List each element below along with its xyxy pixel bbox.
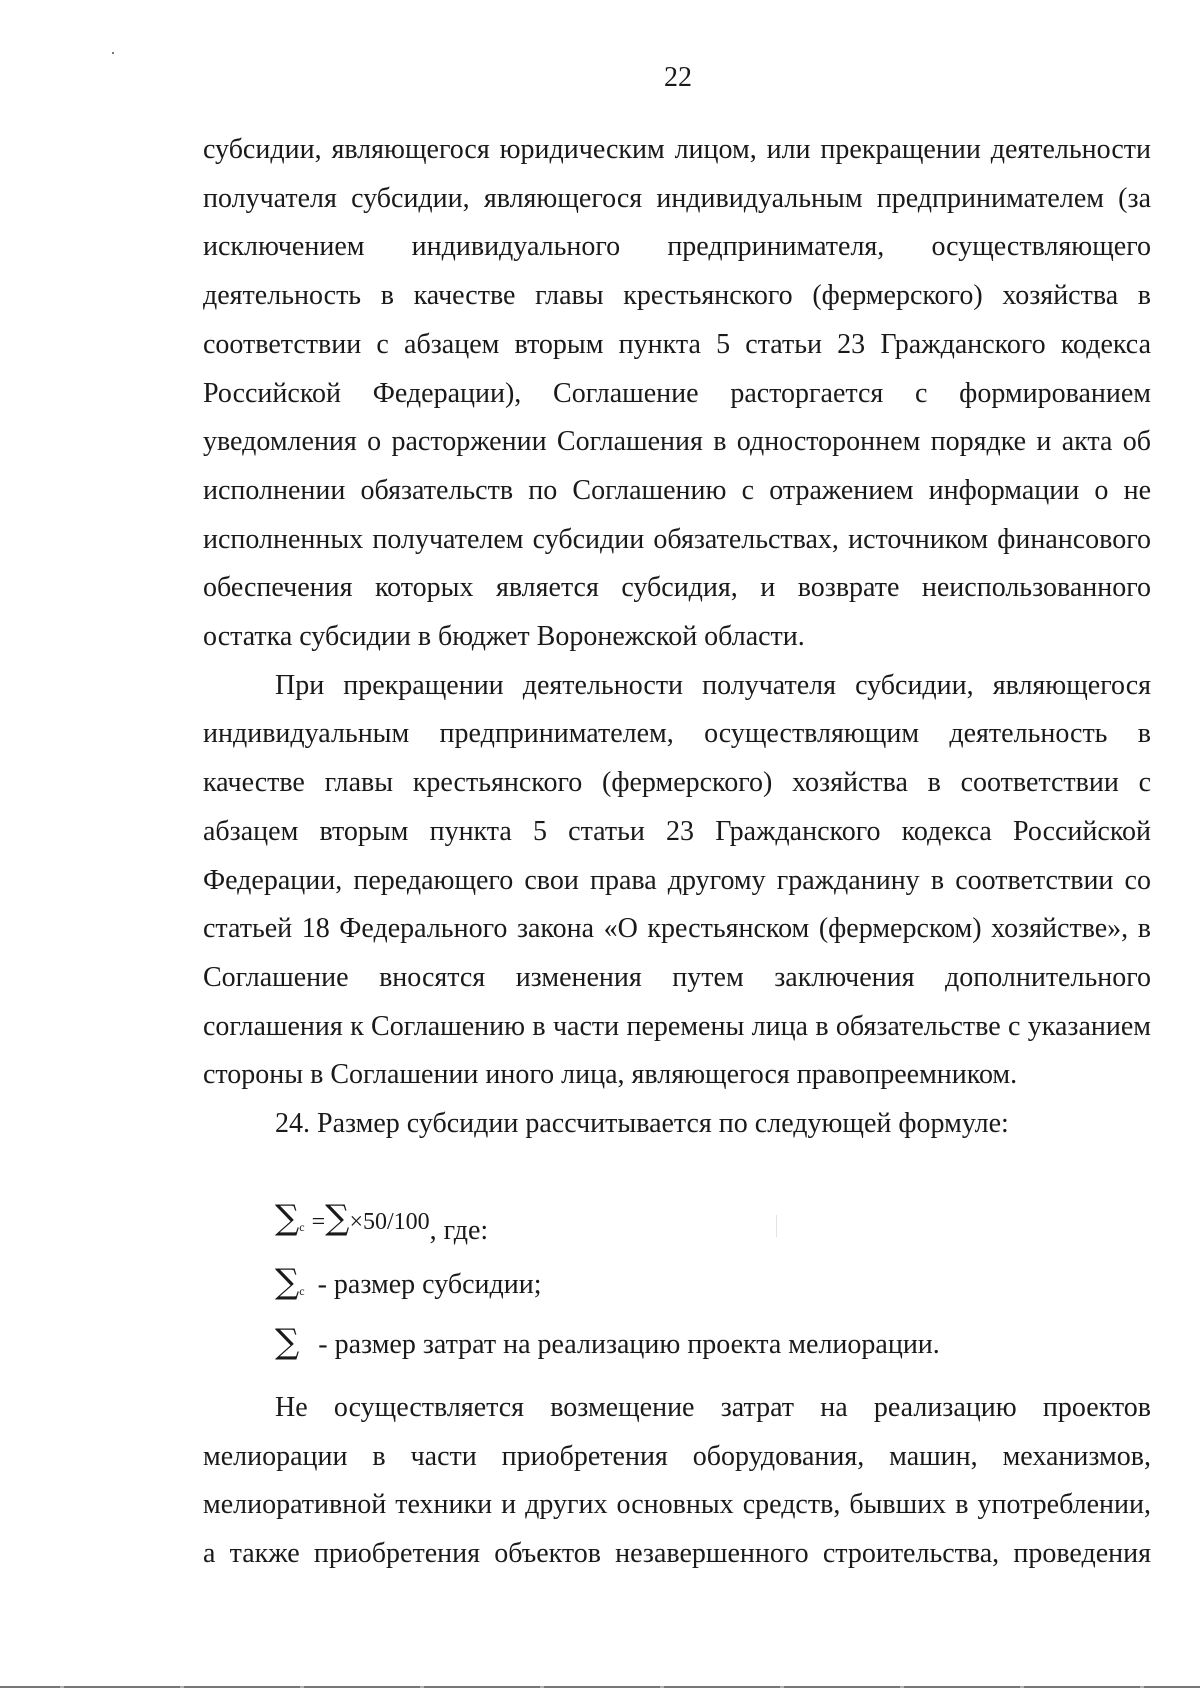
scan-speck — [112, 52, 114, 54]
sigma-subscript: с — [299, 1284, 305, 1298]
sigma-symbol: ∑ — [275, 1322, 300, 1362]
scan-artifact — [776, 1215, 777, 1237]
sigma-subscript: с — [299, 1220, 305, 1234]
equals-sign: = — [311, 1209, 326, 1235]
paragraph-exclusions: Не осуществляется возмещение затрат на реализацию проектов мелиорации в части приобретения оборудования, машин, механизмов, мелиоративной техники и других основных средств, бывших в употреблении, а также приобретения объектов незавершенного строительства, проведения — [203, 1392, 1151, 1570]
formula-expression: ×50/100 — [349, 1209, 430, 1235]
sigma-symbol: ∑ — [275, 1262, 300, 1302]
formula-suffix: , где: — [429, 1215, 489, 1246]
definition-text: - размер затрат на реализацию проекта мелиорации. — [311, 1329, 940, 1360]
definition-subsidy — [275, 1262, 542, 1302]
page-number: 22 — [664, 62, 692, 93]
definition-costs — [275, 1322, 940, 1362]
sigma-symbol: ∑ — [325, 1198, 350, 1238]
definition-text: - размер субсидии; — [310, 1269, 542, 1300]
page-bottom-edge — [0, 1686, 1200, 1688]
paragraph-farm-succession: При прекращении деятельности получателя субсидии, являющегося индивидуальным предпринимателем, осуществляющим деятельность в качестве главы крестьянского (фермерского) хозяйства в соответствии с абзацем вторым пункта 5 статьи 23 Гражданского кодекса Российской Федерации, передающего свои права другому гражданину в соответствии со статьей 18 Федерального закона «О крестьянском (фермерском) хозяйстве», в Соглашение вносятся изменения путем заключения дополнительного соглашения к Соглашению в части перемены лица в обязательстве с указанием стороны в Соглашении иного лица, являющегося правопреемником. — [203, 669, 1151, 1091]
paragraph-continuation: субсидии, являющегося юридическим лицом, или прекращении деятельности получателя субсидии, являющегося индивидуальным предпринимателем (за исключением индивидуального предпринимателя, осуществляющего деятельность в качестве главы крестьянского (фермерского) хозяйства в соответствии с абзацем вторым пункта 5 статьи 23 Гражданского кодекса Российской Федерации), Соглашение расторгается с формированием уведомления о расторжении Соглашения в одностороннем порядке и акта об исполнении обязательств по Соглашению с отражением информации о не исполненных получателем субсидии обязательствах, источником финансового обеспечения которых является субсидия, и возврате неиспользованного остатка субсидии в бюджет Воронежской области. — [203, 134, 1151, 653]
document-body-continued — [203, 1384, 1151, 1579]
sigma-symbol: ∑ — [275, 1198, 300, 1238]
paragraph-item-24: 24. Размер субсидии рассчитывается по следующей формуле: — [275, 1108, 1009, 1140]
document-body — [203, 126, 1151, 1149]
subsidy-formula — [275, 1198, 489, 1246]
